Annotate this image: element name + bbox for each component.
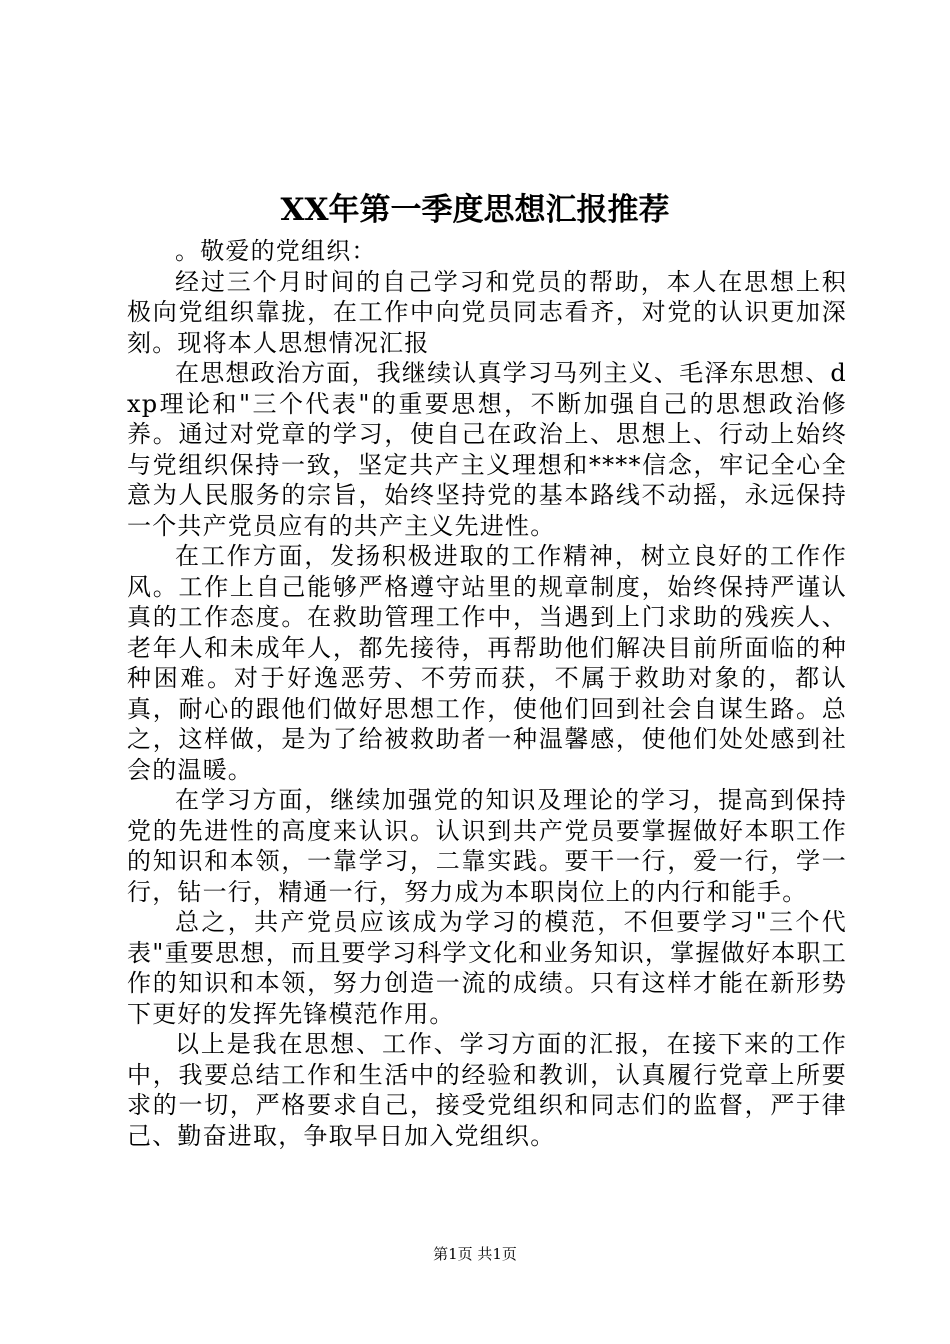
paragraph-work: 在工作方面，发扬积极进取的工作精神，树立良好的工作作风。工作上自己能够严格遵守站里的规章制度，始终保持严谨认真的工作态度。在救助管理工作中，当遇到上门求助的残疾人、老年人和未成年人，都先接待，再帮助他们解决目前所面临的种种困难。对于好逸恶劳、不劳而获，不属于救助对象的，都认真，耐心的跟他们做好思想工作，使他们回到社会自谋生路。总之，这样做，是为了给被救助者一种温馨感，使他们处处感到社会的温暖。 — [127, 542, 847, 784]
paragraph-intro: 经过三个月时间的自己学习和党员的帮助，本人在思想上积极向党组织靠拢，在工作中向党员同志看齐，对党的认识更加深刻。现将本人思想情况汇报 — [127, 267, 847, 357]
paragraph-political: 在思想政治方面，我继续认真学习马列主义、毛泽东思想、dxp理论和"三个代表"的重要思想，不断加强自己的思想政治修养。通过对党章的学习，使自己在政治上、思想上、行动上始终与党组织保持一致，坚定共产主义理想和****信念，牢记全心全意为人民服务的宗旨，始终坚持党的基本路线不动摇，永远保持一个共产党员应有的共产主义先进性。 — [127, 359, 847, 540]
document-title: XX年第一季度思想汇报推荐 — [280, 192, 670, 228]
paragraph-closing: 以上是我在思想、工作、学习方面的汇报，在接下来的工作中，我要总结工作和生活中的经验和教训，认真履行党章上所要求的一切，严格要求自己，接受党组织和同志们的监督，严于律己、勤奋进取，争取早日加入党组织。 — [127, 1030, 847, 1150]
document-body — [127, 236, 847, 1151]
paragraph-study: 在学习方面，继续加强党的知识及理论的学习，提高到保持党的先进性的高度来认识。认识到共产党员要掌握做好本职工作的知识和本领，一靠学习，二靠实践。要干一行，爱一行，学一行，钻一行，精通一行，努力成为本职岗位上的内行和能手。 — [127, 786, 847, 906]
salutation: 。敬爱的党组织： — [175, 237, 377, 265]
paragraph-summary: 总之，共产党员应该成为学习的模范，不但要学习"三个代表"重要思想，而且要学习科学文化和业务知识，掌握做好本职工作的知识和本领，努力创造一流的成绩。只有这样才能在新形势下更好的发挥先锋模范作用。 — [127, 908, 847, 1028]
page-footer: 第1页 共1页 — [433, 1245, 517, 1263]
